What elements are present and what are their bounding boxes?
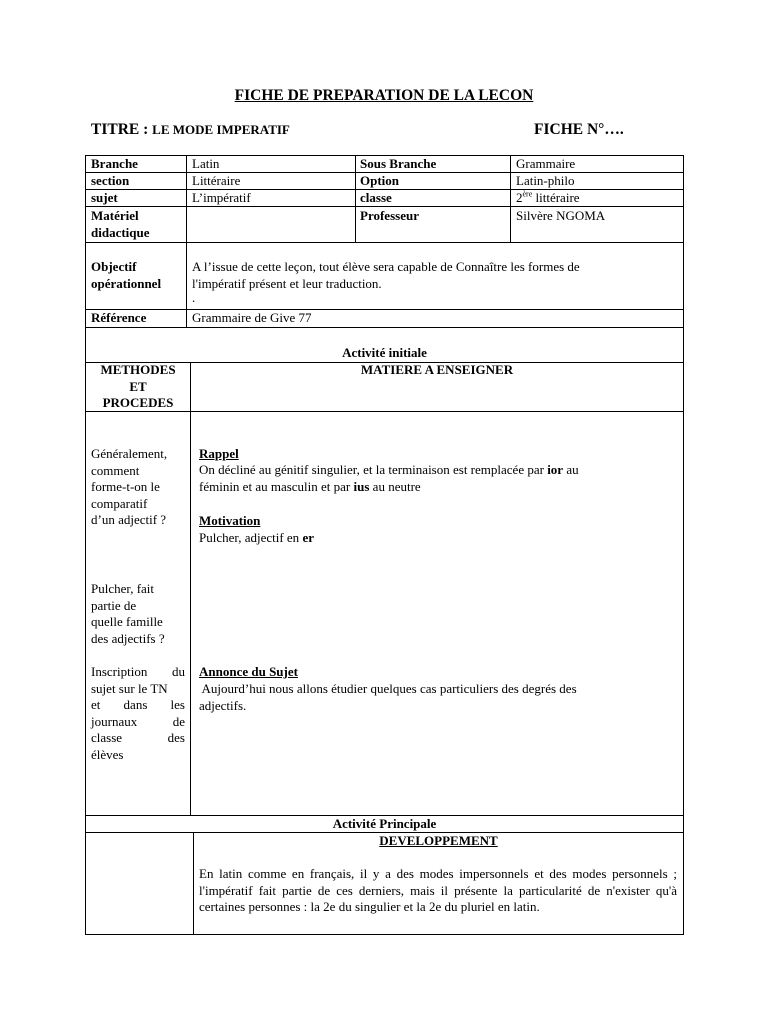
methode-line: Généralement, bbox=[91, 446, 168, 461]
table-border-right bbox=[683, 155, 684, 935]
activite-principale-heading: Activité Principale bbox=[332, 816, 437, 831]
methode-word: journaux bbox=[91, 713, 138, 729]
methode-line bbox=[91, 697, 185, 714]
classe-label: classe bbox=[360, 190, 392, 205]
motivation-text bbox=[199, 530, 314, 547]
col-divider bbox=[190, 362, 191, 816]
section-value: Littéraire bbox=[192, 173, 241, 188]
objectif-label-line: opérationnel bbox=[91, 275, 162, 291]
motivation-heading: Motivation bbox=[199, 513, 261, 528]
row-divider bbox=[85, 309, 684, 310]
classe-num: 2 bbox=[516, 190, 523, 205]
classe-value bbox=[516, 190, 580, 207]
col-divider bbox=[186, 155, 187, 243]
rappel-line bbox=[199, 462, 683, 479]
option-label: Option bbox=[360, 173, 400, 188]
methode-line: forme-t-on le bbox=[91, 479, 160, 494]
methode-line bbox=[91, 714, 185, 731]
table-border-bottom bbox=[85, 934, 684, 935]
methode-line: comment bbox=[91, 462, 140, 478]
rappel-text-part: au neutre bbox=[369, 478, 421, 494]
motivation-ending: er bbox=[302, 530, 314, 545]
page-title: FICHE DE PREPARATION DE LA LECON bbox=[234, 87, 534, 104]
section-label: section bbox=[91, 173, 130, 188]
methodes-header bbox=[86, 362, 190, 412]
methode-word: les bbox=[170, 697, 185, 712]
methode-line: comparatif bbox=[91, 495, 148, 511]
methodes-header-line: PROCEDES bbox=[102, 395, 174, 410]
reference-label: Référence bbox=[91, 310, 147, 325]
objectif-text bbox=[192, 259, 680, 304]
professeur-value: Silvère NGOMA bbox=[516, 208, 606, 223]
annonce-line: adjectifs. bbox=[199, 697, 247, 713]
materiel-label-line: Matériel bbox=[91, 208, 139, 223]
annonce-heading: Annonce du Sujet bbox=[199, 664, 298, 679]
methode-line bbox=[91, 664, 185, 681]
methode-word: du bbox=[172, 664, 185, 679]
developpement-heading: DEVELOPPEMENT bbox=[379, 833, 498, 848]
objectif-label-line: Objectif bbox=[91, 259, 137, 274]
objectif-line: l'impératif présent et leur traduction. bbox=[192, 275, 382, 291]
col-divider bbox=[355, 155, 356, 243]
methode-line bbox=[91, 730, 185, 747]
methode-word: des bbox=[167, 730, 185, 745]
sujet-label: sujet bbox=[91, 190, 118, 205]
methode-word: Inscription bbox=[91, 664, 148, 679]
methode-question-1 bbox=[91, 446, 186, 529]
methode-word: dans bbox=[123, 697, 148, 712]
annonce-text bbox=[199, 681, 683, 714]
titre-value: LE MODE IMPERATIF bbox=[152, 122, 290, 137]
rappel-text-part: au bbox=[563, 462, 579, 477]
col-divider bbox=[510, 155, 511, 243]
materiel-label bbox=[91, 208, 150, 241]
fiche-number: FICHE N°…. bbox=[534, 121, 624, 138]
rappel-ending: ior bbox=[547, 462, 564, 477]
row-divider bbox=[85, 327, 684, 328]
methode-word: sujet sur le TN bbox=[91, 680, 168, 696]
sous-branche-value: Grammaire bbox=[516, 156, 576, 171]
methode-question-2 bbox=[91, 581, 186, 647]
methodes-header-line: ET bbox=[129, 378, 147, 394]
professeur-label: Professeur bbox=[360, 208, 419, 223]
annonce-line: Aujourd’hui nous allons étudier quelques cas particuliers des degrés des bbox=[199, 681, 577, 696]
rappel-line bbox=[199, 479, 683, 496]
rappel-ending: ius bbox=[353, 478, 370, 494]
objectif-line: . bbox=[192, 290, 196, 305]
rappel-text-part: féminin et au masculin et par bbox=[199, 478, 354, 494]
rappel-text bbox=[199, 462, 683, 495]
matiere-header: MATIERE A ENSEIGNER bbox=[360, 362, 514, 377]
sous-branche-label: Sous Branche bbox=[360, 156, 437, 171]
titre-label: TITRE : bbox=[91, 121, 153, 138]
rappel-heading: Rappel bbox=[199, 446, 239, 461]
sujet-value: L’impératif bbox=[192, 190, 251, 205]
methodes-header-line: METHODES bbox=[100, 362, 176, 377]
rappel-text-part: On décliné au génitif singulier, et la terminaison est remplacée par bbox=[199, 462, 548, 477]
option-value: Latin-philo bbox=[516, 173, 575, 188]
methode-word: de bbox=[172, 713, 185, 729]
methode-inscription bbox=[91, 664, 185, 763]
titre-line bbox=[91, 121, 290, 139]
activite-initiale-heading: Activité initiale bbox=[342, 345, 427, 360]
titre-row bbox=[91, 121, 671, 143]
branche-value: Latin bbox=[192, 156, 220, 171]
methode-word: et bbox=[91, 697, 101, 712]
col-divider bbox=[186, 242, 187, 328]
motivation-text-part: Pulcher, adjectif en bbox=[199, 530, 303, 545]
developpement-paragraph: En latin comme en français, il y a des modes impersonnels et des modes personnels ; l'impératif fait partie de ces derniers, mais il présente la particularité de n'exister qu'à certaines personnes : la 2e du singulier et la 2e du pluriel en latin. bbox=[199, 866, 677, 914]
methode-line: élèves bbox=[91, 746, 124, 762]
methode-line: partie de bbox=[91, 597, 137, 613]
branche-label: Branche bbox=[91, 156, 138, 171]
methode-line: des adjectifs ? bbox=[91, 630, 165, 646]
methode-line: Pulcher, fait bbox=[91, 581, 155, 596]
row-divider bbox=[85, 242, 684, 243]
classe-sup: ère bbox=[522, 189, 533, 199]
reference-value: Grammaire de Give 77 bbox=[192, 310, 312, 325]
classe-rest: littéraire bbox=[532, 190, 580, 205]
methode-line: d’un adjectif ? bbox=[91, 512, 167, 527]
methode-line: quelle famille bbox=[91, 614, 163, 629]
materiel-label-line: didactique bbox=[91, 224, 150, 240]
methode-line bbox=[91, 681, 185, 698]
objectif-line: A l’issue de cette leçon, tout élève sera capable de Connaître les formes de bbox=[192, 259, 580, 274]
methode-word: classe bbox=[91, 730, 123, 745]
objectif-label bbox=[91, 259, 161, 292]
